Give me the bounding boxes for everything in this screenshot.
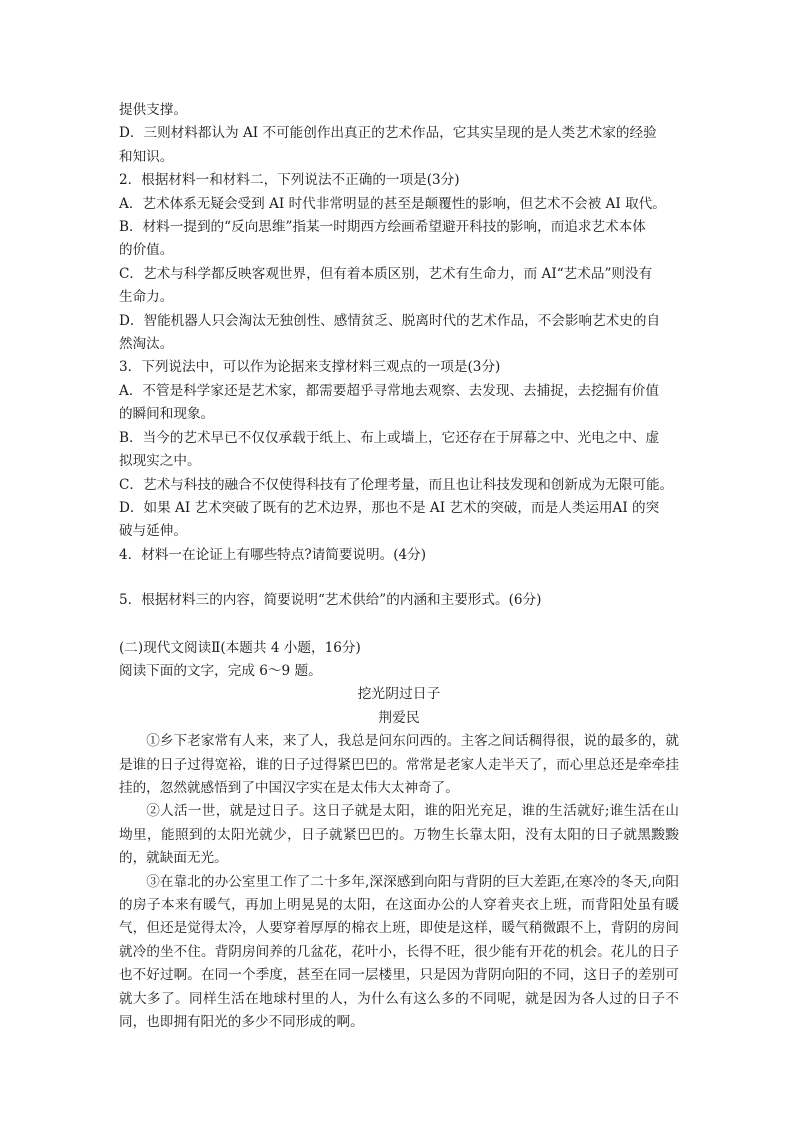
option-q1-d: D．三则材料都认为 AI 不可能创作出真正的艺术作品，它其实呈现的是人类艺术家的经验: [119, 125, 657, 142]
document-page: [119, 99, 679, 1034]
question-5: 5．根据材料三的内容，简要说明“艺术供给”的内涵和主要形式。(6分): [119, 592, 542, 609]
paragraph-2: ②人活一世，就是过日子。这日子就是太阳，谁的阳光充足，谁的生活就好;谁生活在山坳里，能照到的太阳光就少，日子就紧巴巴的。万物生长靠太阳，没有太阳的日子就黑黢黢的，就缺面无光。: [119, 803, 679, 867]
option-q3-b: B．当今的艺术早已不仅仅承载于纸上、布上或墙上，它还存在于屏幕之中、光电之中、虚: [119, 429, 660, 446]
option-q2-b-cont: 的价值。: [119, 242, 174, 259]
option-q3-d: D．如果 AI 艺术突破了既有的艺术边界，那也不是 AI 艺术的突破，而是人类运用AI 的突: [119, 499, 660, 516]
option-q3-a-cont: 的瞬间和现象。: [119, 406, 215, 423]
paragraph-3: ③在靠北的办公室里工作了二十多年,深深感到向阳与背阴的巨大差距,在寒冷的冬天,向阳的房子本来有暖气，再加上明晃晃的太阳，在这面办公的人穿着夹衣上班，而背阳处虽有暖气，但还是觉得太冷，人要穿着厚厚的棉衣上班，即使是这样，暖气稍微跟不上，背阴的房间就冷的坐不住。背阴房间养的几盆花，花叶小，长得不旺，很少能有开花的机会。花儿的日子也不好过啊。在同一个季度，甚至在同一层楼里，只是因为背阴向阳的不同，这日子的差别可就大多了。同样生活在地球村里的人，为什么有这么多的不同呢，就是因为各人过的日子不同，也即拥有阳光的多少不同形成的啊。: [119, 873, 679, 1031]
option-q2-c: C．艺术与科学都反映客观世界，但有着本质区别，艺术有生命力，而 AI“艺术品”则没有: [119, 265, 653, 282]
option-q2-d: D．智能机器人只会淘汰无独创性、感情贫乏、脱离时代的艺术作品，不会影响艺术史的自: [119, 312, 661, 329]
question-4: 4．材料一在论证上有哪些特点?请简要说明。(4分): [119, 546, 427, 563]
answer-space: [119, 613, 679, 637]
instructions: 阅读下面的文字，完成 6～9 题。: [119, 662, 322, 679]
section-heading: (二)现代文阅读Ⅱ(本题共 4 小题，16分): [119, 639, 361, 656]
question-3: 3．下列说法中，可以作为论据来支撑材料三观点的一项是(3分): [119, 359, 501, 376]
option-q3-a: A．不管是科学家还是艺术家，都需要超乎寻常地去观察、去发现、去捕捉，去挖掘有价值: [119, 382, 659, 399]
option-q3-d-cont: 破与延伸。: [119, 523, 187, 540]
article-title: 挖光阴过日子: [357, 686, 441, 703]
article-author: 荆爱民: [378, 709, 420, 726]
option-q1-d-cont: 和知识。: [119, 148, 174, 165]
option-q2-b: B．材料一提到的“反向思维”指某一时期西方绘画希望避开科技的影响，而追求艺术本体: [119, 219, 646, 236]
option-q2-c-cont: 生命力。: [119, 289, 174, 306]
text-line: 提供支撑。: [119, 102, 187, 118]
option-q2-a: A．艺术体系无疑会受到 AI 时代非常明显的甚至是颠覆性的影响，但艺术不会被 AI 取代。: [119, 195, 666, 212]
option-q3-b-cont: 拟现实之中。: [119, 453, 201, 470]
question-2: 2．根据材料一和材料二，下列说法不正确的一项是(3分): [119, 172, 460, 189]
option-q3-c: C．艺术与科技的融合不仅使得科技有了伦理考量，而且也让科技发现和创新成为无限可能。: [119, 476, 674, 493]
option-q2-d-cont: 然淘汰。: [119, 336, 174, 353]
paragraph-1: ①乡下老家常有人来，来了人，我总是问东问西的。主客之间话稠得很，说的最多的，就是谁的日子过得宽裕，谁的日子过得紧巴巴的。常常是老家人走半天了，而心里总还是牵牵挂挂的，忽然就感悟到了中国汉字实在是太伟大太神奇了。: [119, 733, 679, 796]
answer-space: [119, 567, 679, 589]
